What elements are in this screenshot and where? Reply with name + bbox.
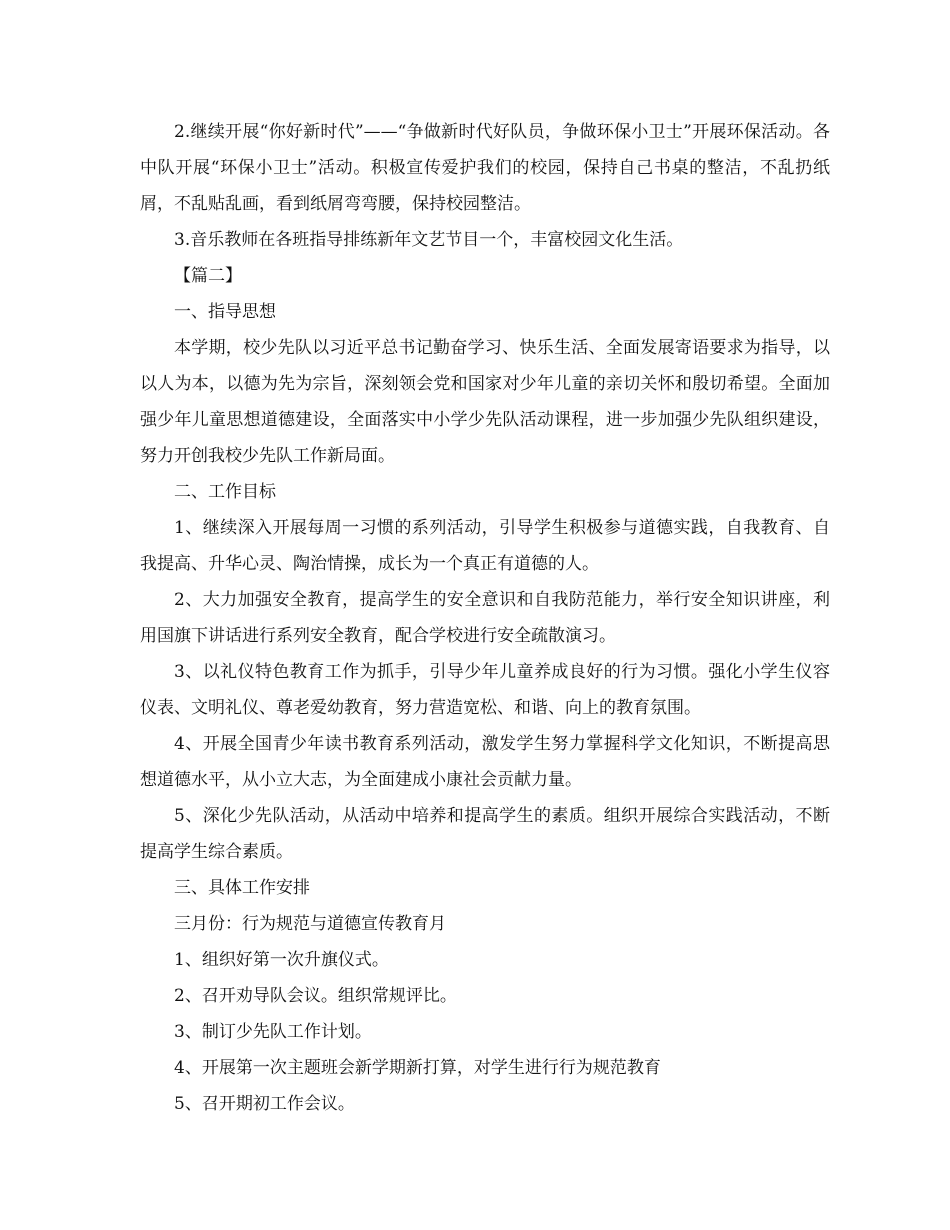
heading-work-goals: 二、工作目标 [174, 482, 276, 502]
heading-guiding-ideology: 一、指导思想 [174, 302, 276, 322]
march-item-3: 3、制订少先队工作计划。 [174, 1022, 372, 1042]
march-item-4: 4、开展第一次主题班会新学期新打算，对学生进行行为规范教育 [174, 1058, 661, 1078]
march-item-2: 2、召开劝导队会议。组织常规评比。 [174, 986, 457, 1006]
march-item-1: 1、组织好第一次升旗仪式。 [174, 950, 389, 970]
heading-work-arrangement: 三、具体工作安排 [174, 878, 310, 898]
paragraph-guiding-ideology: 本学期，校少先队以习近平总书记勤奋学习、快乐生活、全面发展寄语要求为指导，以以人为本，以德为先为宗旨，深刻领会党和国家对少年儿童的亲切关怀和殷切希望。全面加强少年儿童思想道德建设，全面落实中小学少先队活动课程，进一步加强少先队组织建设，努力开创我校少先队工作新局面。 [140, 338, 830, 466]
paragraph-music-program: 3.音乐教师在各班指导排练新年文艺节目一个，丰富校园文化生活。 [174, 230, 684, 250]
goal-item-2: 2、大力加强安全教育，提高学生的安全意识和自我防范能力，举行安全知识讲座，利用国旗下讲话进行系列安全教育，配合学校进行安全疏散演习。 [140, 590, 830, 646]
paragraph-environment-activity: 2.继续开展“你好新时代”——“争做新时代好队员，争做环保小卫士”开展环保活动。各中队开展“环保小卫士”活动。积极宣传爱护我们的校园，保持自己书桌的整洁，不乱扔纸屑，不乱贴乱画，看到纸屑弯弯腰，保持校园整洁。 [140, 122, 830, 214]
goal-item-3: 3、以礼仪特色教育工作为抓手，引导少年儿童养成良好的行为习惯。强化小学生仪容仪表、文明礼仪、尊老爱幼教育，努力营造宽松、和谐、向上的教育氛围。 [140, 662, 830, 718]
march-item-5: 5、召开期初工作会议。 [174, 1094, 355, 1114]
goal-item-5: 5、深化少先队活动，从活动中培养和提高学生的素质。组织开展综合实践活动，不断提高学生综合素质。 [140, 806, 830, 862]
march-theme: 三月份：行为规范与道德宣传教育月 [174, 914, 446, 934]
section-heading-part-two: 【篇二】 [174, 266, 242, 286]
document-body [140, 114, 830, 1122]
goal-item-1: 1、继续深入开展每周一习惯的系列活动，引导学生积极参与道德实践，自我教育、自我提高、升华心灵、陶治情操，成长为一个真正有道德的人。 [140, 518, 830, 574]
goal-item-4: 4、开展全国青少年读书教育系列活动，激发学生努力掌握科学文化知识，不断提高思想道德水平，从小立大志，为全面建成小康社会贡献力量。 [140, 734, 830, 790]
